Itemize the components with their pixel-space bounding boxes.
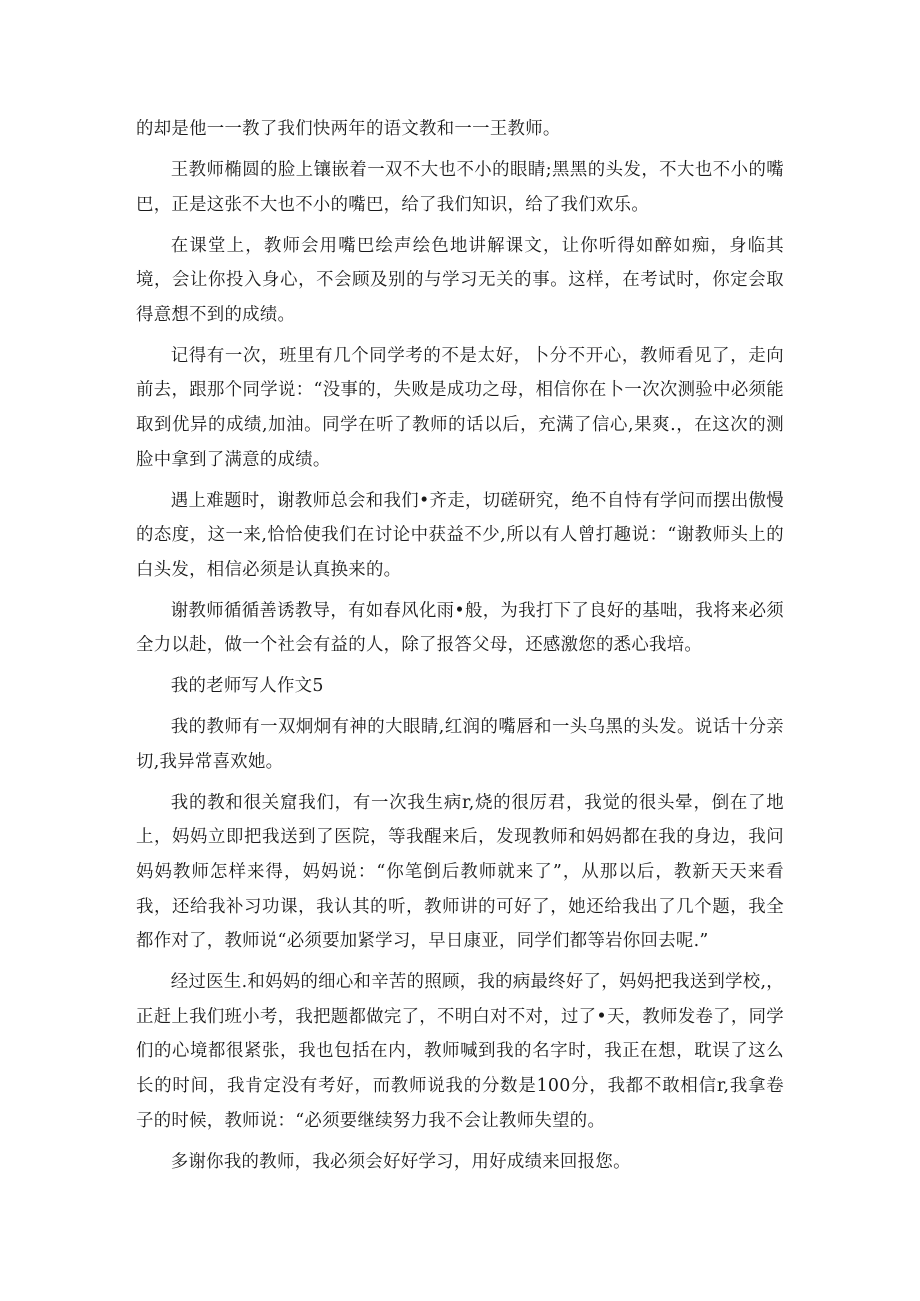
paragraph-teacher-appearance: 王教师椭圆的脸上镶嵌着一双不大也不小的眼睛;黑黑的头发，不大也不小的嘴巴，正是这张不大也不小的嘴巴，给了我们知识，给了我们欢乐。: [136, 159, 784, 215]
paragraph-difficult-problems: 遇上难题时，谢教师总会和我们•齐走，切磋研究，绝不自恃有学问而摆出傲慢的态度，这一来,恰恰使我们在讨论中获益不少,所以有人曾打趣说：“谢教师头上的白头发，相信必须是认真换来的。: [136, 490, 784, 580]
paragraph-exam: 经过医生.和妈妈的细心和辛苦的照顾，我的病最终好了，妈妈把我送到学校,，正赶上我们班小考，我把题都做完了，不明白对不对，过了•天，教师发卷了，同学们的心境都很紧张，我也包括在内，教师喊到我的名字时，我正在想，耽误了这么长的时间，我肯定没有考好，而教师说我的分数是100分，我都不敢相信r,我拿卷子的时候，教师说：“必须要继续努力我不会让教师失望的。: [136, 972, 784, 1131]
paragraph-continuation: 的却是他一一教了我们快两年的语文教和一一王教师。: [136, 119, 561, 139]
essay-title: 我的老师写人作文5: [170, 676, 324, 697]
paragraph-thanks: 多谢你我的教师，我必须会好好学习，用好成绩来回报您。: [170, 1151, 631, 1172]
document-body: [136, 112, 784, 1186]
paragraph-guidance: 谢教师循循善诱教导，有如春风化雨•般，为我打下了良好的基咄，我将来必须全力以赴，做一个社会有益的人，除了报答父母，还感激您的悉心我培。: [136, 600, 784, 656]
paragraph-classroom: 在课堂上，教师会用嘴巴绘声绘色地讲解课文，让你听得如醉如痴，身临其境，会让你投入身心，不会顾及别的与学习无关的事。这样，在考试时，你定会取得意想不到的成绩。: [136, 235, 784, 325]
paragraph-illness: 我的教和很关窟我们，有一次我生病r,烧的很厉君，我觉的很头晕，倒在了地上，妈妈立即把我送到了医院，等我醒来后，发现教师和妈妈都在我的身边，我问妈妈教师怎样来得，妈妈说：“你笔倒后教师就来了”，从那以后，教新天天来看我，还给我补习功课，我认其的听，教师讲的可好了，她还给我出了几个题，我全都作对了，教师说“必须要加紧学习，早日康亚，同学们都等岩你回去呢.”: [136, 792, 784, 952]
paragraph-encouragement: 记得有一次，班里有几个同学考的不是太好，卜分不开心，教师看见了，走向前去，跟那个同学说：“没事的，失败是成功之母，相信你在卜一次次测验中必须能取到优异的成绩,加油。同学在听了教师的话以后，充满了信心,果爽.，在这次的测脸中拿到了满意的成绩。: [136, 345, 784, 470]
paragraph-teacher-description: 我的教师有一双炯炯有神的大眼睛,红润的嘴唇和一头乌黑的头发。说话十分亲切,我异常喜欢她。: [136, 717, 784, 772]
